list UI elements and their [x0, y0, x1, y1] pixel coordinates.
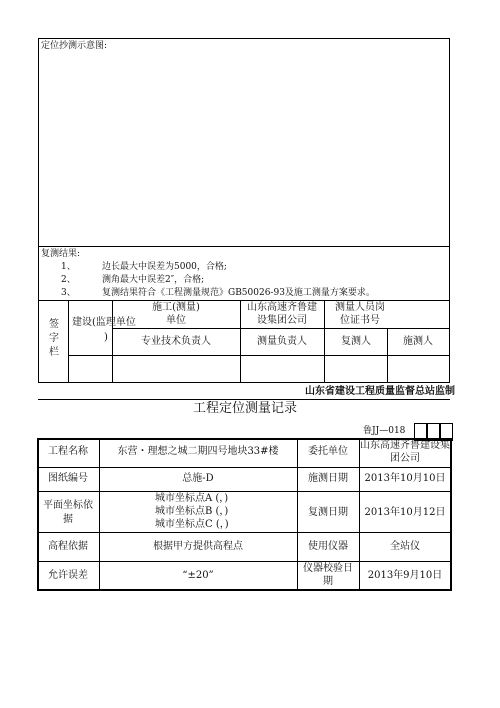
coord-point-a: 城市坐标点A (，): [155, 493, 229, 504]
sig-col-2: [112, 300, 113, 383]
sig-col-4: [324, 300, 325, 383]
signature-mid-line: [112, 328, 450, 329]
surveyor-cert-label-2: 位证书号: [340, 315, 380, 326]
sig-col-1: [68, 300, 69, 383]
drawing-number-label: 图纸编号: [48, 473, 88, 484]
signature-lower-line: [68, 355, 450, 356]
construction-unit-label-1: 建设(监理单位: [72, 317, 136, 328]
instrument-value: 全站仪: [390, 541, 420, 552]
table-left: [37, 438, 39, 591]
coord-point-c: 城市坐标点C (，): [155, 519, 229, 530]
role-technical-lead: 专业技术负责人: [141, 336, 211, 347]
elevation-basis-value: 根据甲方提供高程点: [153, 541, 243, 552]
client-unit-value-1: 山东高速齐鲁建设集: [360, 440, 450, 451]
surveyor-cert-label-1: 测量人员岗: [335, 302, 385, 313]
result-item-1-num: 1、: [61, 262, 76, 272]
result-item-1-text: 边长最大中误差为5000，合格;: [102, 262, 227, 272]
section-divider: [38, 399, 450, 400]
client-unit-label: 委托单位: [308, 446, 348, 457]
sketch-label: 定位抄测示意图:: [41, 41, 108, 51]
signature-top-line: [38, 300, 450, 301]
role-resurveyor: 复测人: [341, 336, 371, 347]
resurvey-date-value: 2013年10月12日: [364, 507, 446, 518]
table-col-3: [359, 438, 360, 591]
role-survey-lead: 测量负责人: [257, 336, 307, 347]
coord-basis-label-2: 据: [63, 514, 73, 525]
survey-date-value: 2013年10月10日: [364, 473, 446, 484]
tolerance-value: “±20”: [182, 570, 214, 581]
sig-side-3: 栏: [49, 347, 59, 358]
company-name-2: 设集团公司: [257, 315, 307, 326]
results-separator: [38, 246, 450, 247]
client-unit-value-2: 团公司: [390, 453, 420, 464]
construction-unit-label-2: ): [104, 332, 108, 343]
calibration-date-label-1: 仪器校验日: [303, 563, 353, 574]
results-header: 复测结果:: [41, 249, 81, 259]
result-item-3-num: 3、: [61, 288, 76, 298]
sig-col-5: [387, 328, 388, 383]
resurvey-date-label: 复测日期: [308, 507, 348, 518]
sig-col-3: [240, 300, 241, 383]
upper-border-bottom: [38, 382, 450, 383]
result-item-2-text: 测角最大中误差2″，合格;: [102, 275, 205, 285]
coord-point-b: 城市坐标点B (，): [155, 506, 229, 517]
calibration-date-label-2: 期: [323, 576, 333, 587]
upper-border-left: [38, 38, 39, 383]
result-item-3-text: 复测结果符合《工程测量规范》GB50026-93及施工测量方案要求。: [102, 288, 375, 298]
role-surveyor: 施测人: [403, 336, 433, 347]
project-name-value: 东营・理想之城二期四号地块33#楼: [117, 446, 279, 457]
survey-unit-label-2: 单位: [166, 315, 186, 326]
table-right: [450, 438, 452, 591]
form-code: 鲁JJ—018: [363, 426, 406, 436]
survey-unit-label-1: 施工(测量): [152, 302, 200, 313]
sig-side-1: 签: [49, 319, 59, 330]
form-title: 工程定位测量记录: [192, 401, 298, 416]
sig-side-2: 字: [49, 333, 59, 344]
calibration-date-value: 2013年9月10日: [367, 570, 443, 581]
supervision-footer: 山东省建设工程质量监督总站监制: [305, 386, 455, 397]
tolerance-label: 允许误差: [48, 570, 88, 581]
table-col-2: [297, 438, 298, 591]
coord-basis-label-1: 平面坐标依: [43, 500, 93, 511]
result-item-2-num: 2、: [61, 275, 76, 285]
table-col-1: [99, 438, 100, 591]
upper-border-right: [449, 38, 450, 383]
survey-date-label: 施测日期: [308, 473, 348, 484]
drawing-number-value: 总施-D: [182, 473, 214, 484]
elevation-basis-label: 高程依据: [48, 541, 88, 552]
instrument-label: 使用仪器: [308, 541, 348, 552]
company-name-1: 山东高速齐鲁建: [247, 302, 317, 313]
upper-border-top: [38, 38, 450, 39]
project-name-label: 工程名称: [48, 446, 88, 457]
